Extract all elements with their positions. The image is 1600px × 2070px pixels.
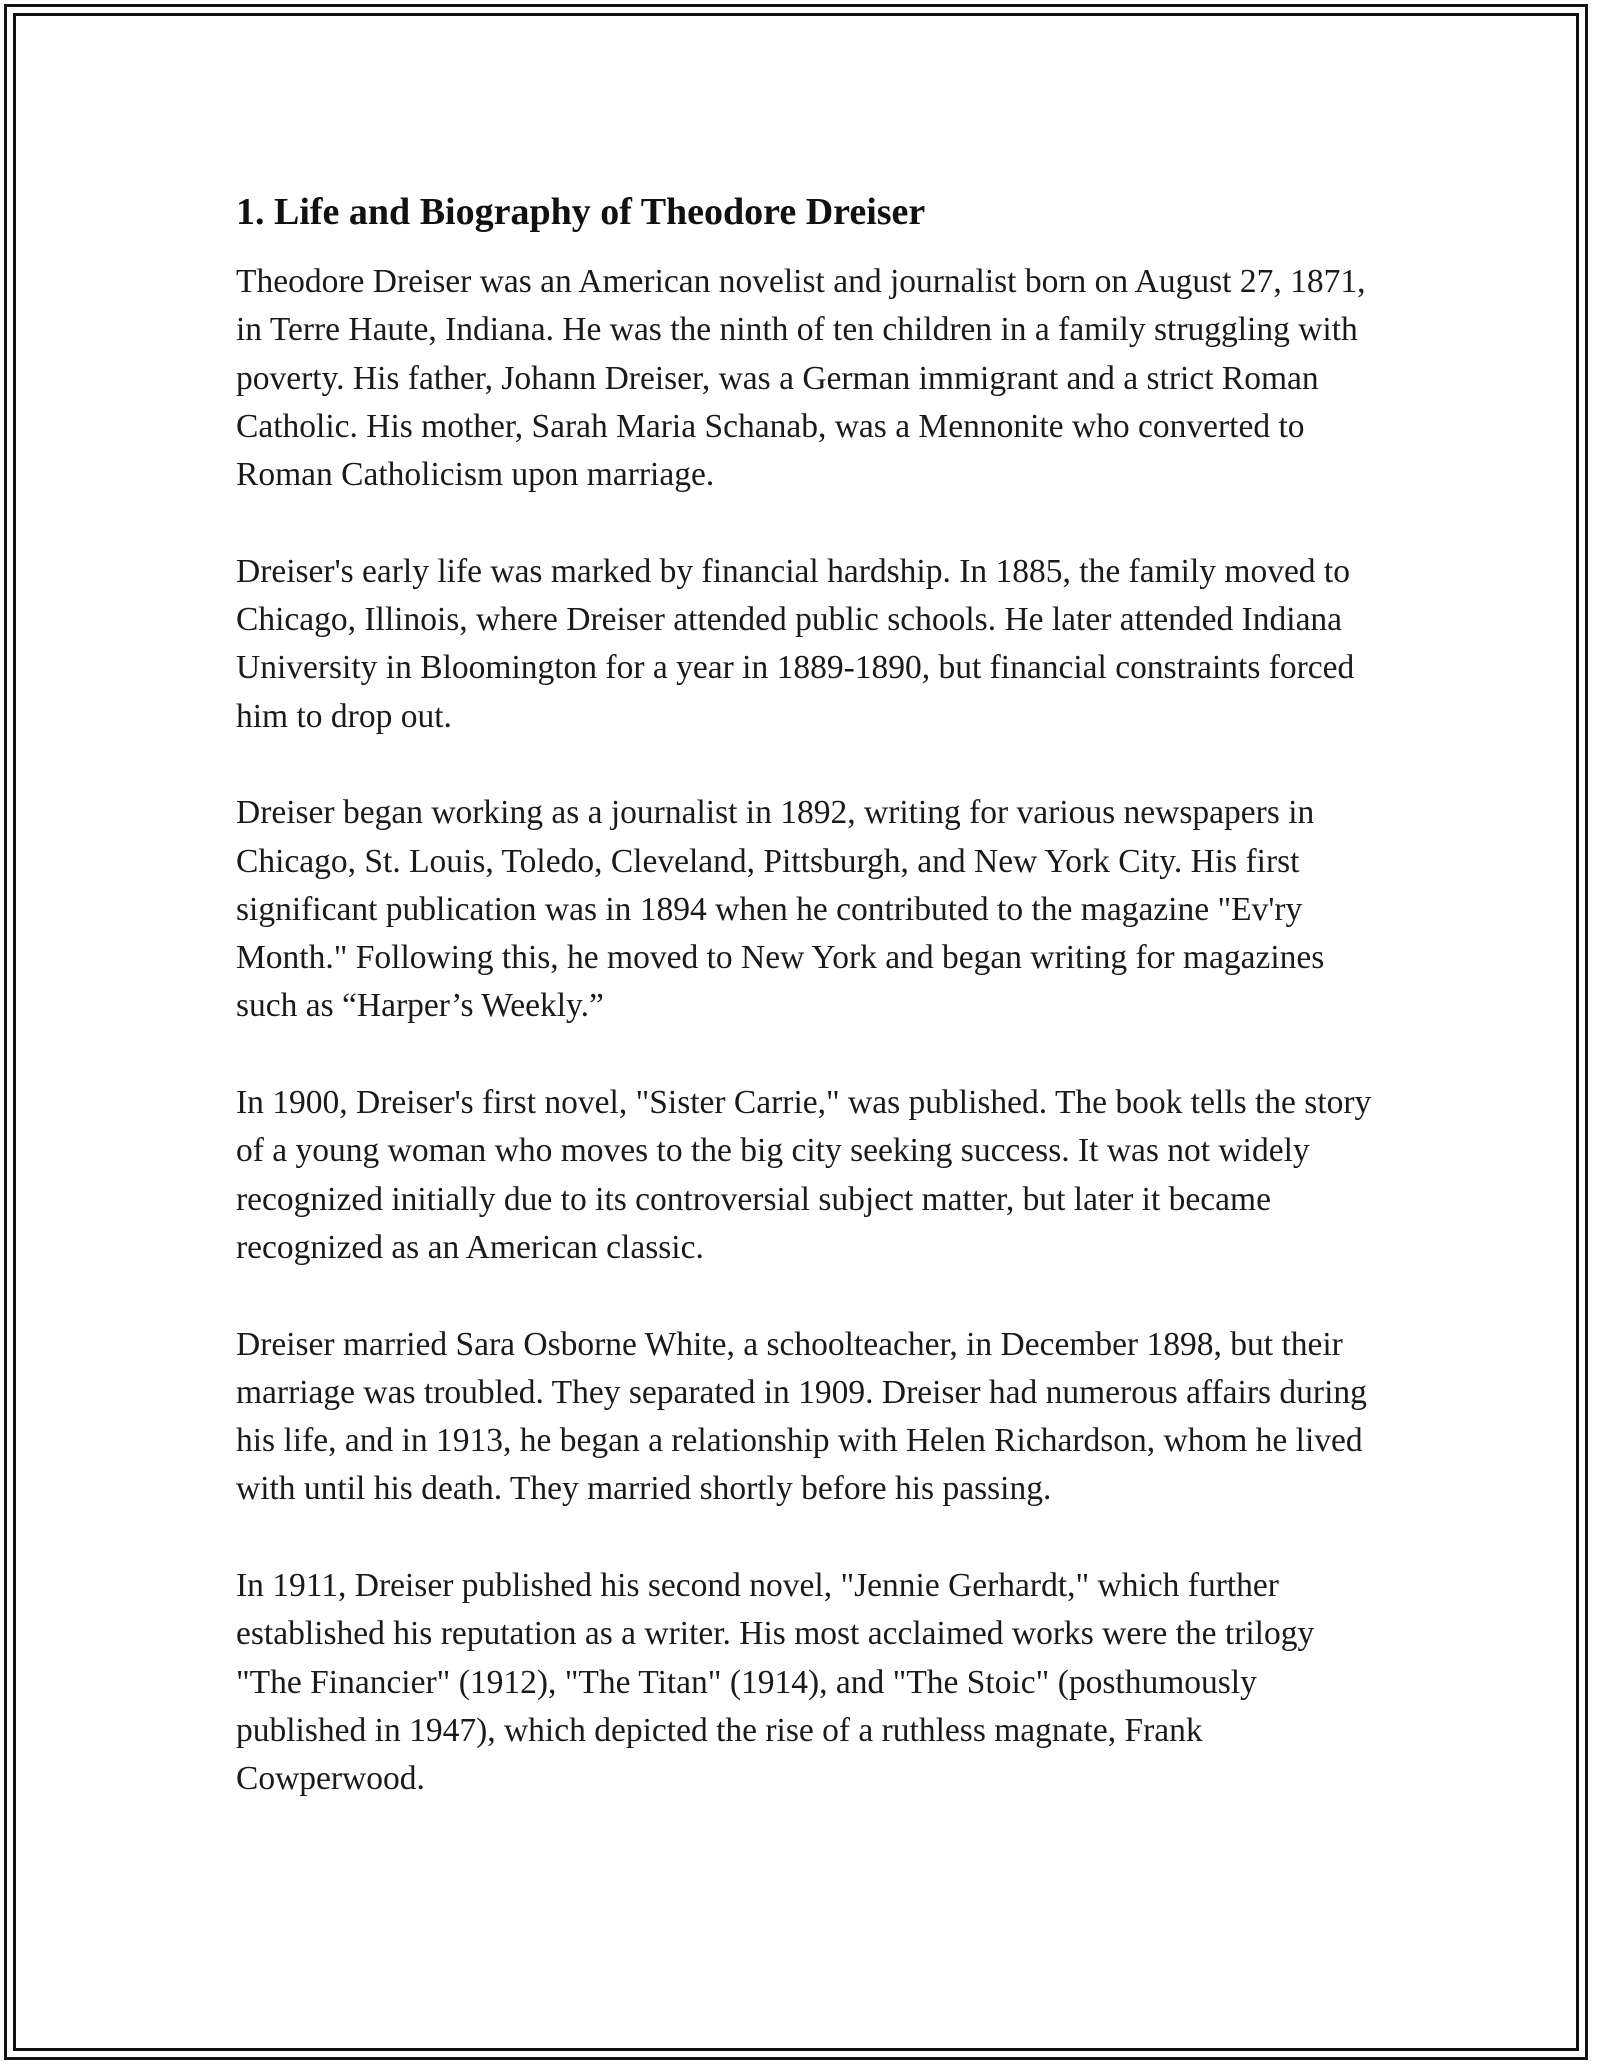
paragraph-later-works: In 1911, Dreiser published his second novel, "Jennie Gerhardt," which further established his reputation as a writer. His most acclaimed works were the trilogy "The Financier" (1912), "The Titan" (1914), and "The Stoic" (posthumously published in 1947), which depicted the rise of a ruthless magnate, Frank Cowperwood. (236, 1567, 1315, 1798)
paragraph-journalism: Dreiser began working as a journalist in 1892, writing for various newspapers in Chicago, St. Louis, Toledo, Cleveland, Pittsburgh, and New York City. His first significant publication was in 1894 when he contributed to the magazine "Ev'ry Month." Following this, he moved to New York and began writing for magazines such as “Harper’s Weekly.” (236, 794, 1325, 1025)
paragraph-marriage: Dreiser married Sara Osborne White, a schoolteacher, in December 1898, but their marriage was troubled. They separated in 1909. Dreiser had numerous affairs during his life, and in 1913, he began a relationship with Helen Richardson, whom he lived with until his death. They married shortly before his passing. (236, 1325, 1367, 1508)
paragraph-sister-carrie: In 1900, Dreiser's first novel, "Sister Carrie," was published. The book tells the story of a young woman who moves to the big city seeking success. It was not widely recognized initially due to its controversial subject matter, but later it became recognized as an American classic. (236, 1084, 1372, 1266)
section-heading: 1. Life and Biography of Theodore Dreiser (236, 191, 926, 233)
document-body (236, 186, 1376, 1852)
paragraph-education: Dreiser's early life was marked by financial hardship. In 1885, the family moved to Chicago, Illinois, where Dreiser attended public schools. He later attended Indiana University in Bloomington for a year in 1889-1890, but financial constraints forced him to drop out. (236, 552, 1355, 735)
paragraph-early-life: Theodore Dreiser was an American novelist and journalist born on August 27, 1871, in Terre Haute, Indiana. He was the ninth of ten children in a family struggling with poverty. His father, Johann Dreiser, was a German immigrant and a strict Roman Catholic. His mother, Sarah Maria Schanab, was a Mennonite who converted to Roman Catholicism upon marriage. (236, 263, 1366, 494)
